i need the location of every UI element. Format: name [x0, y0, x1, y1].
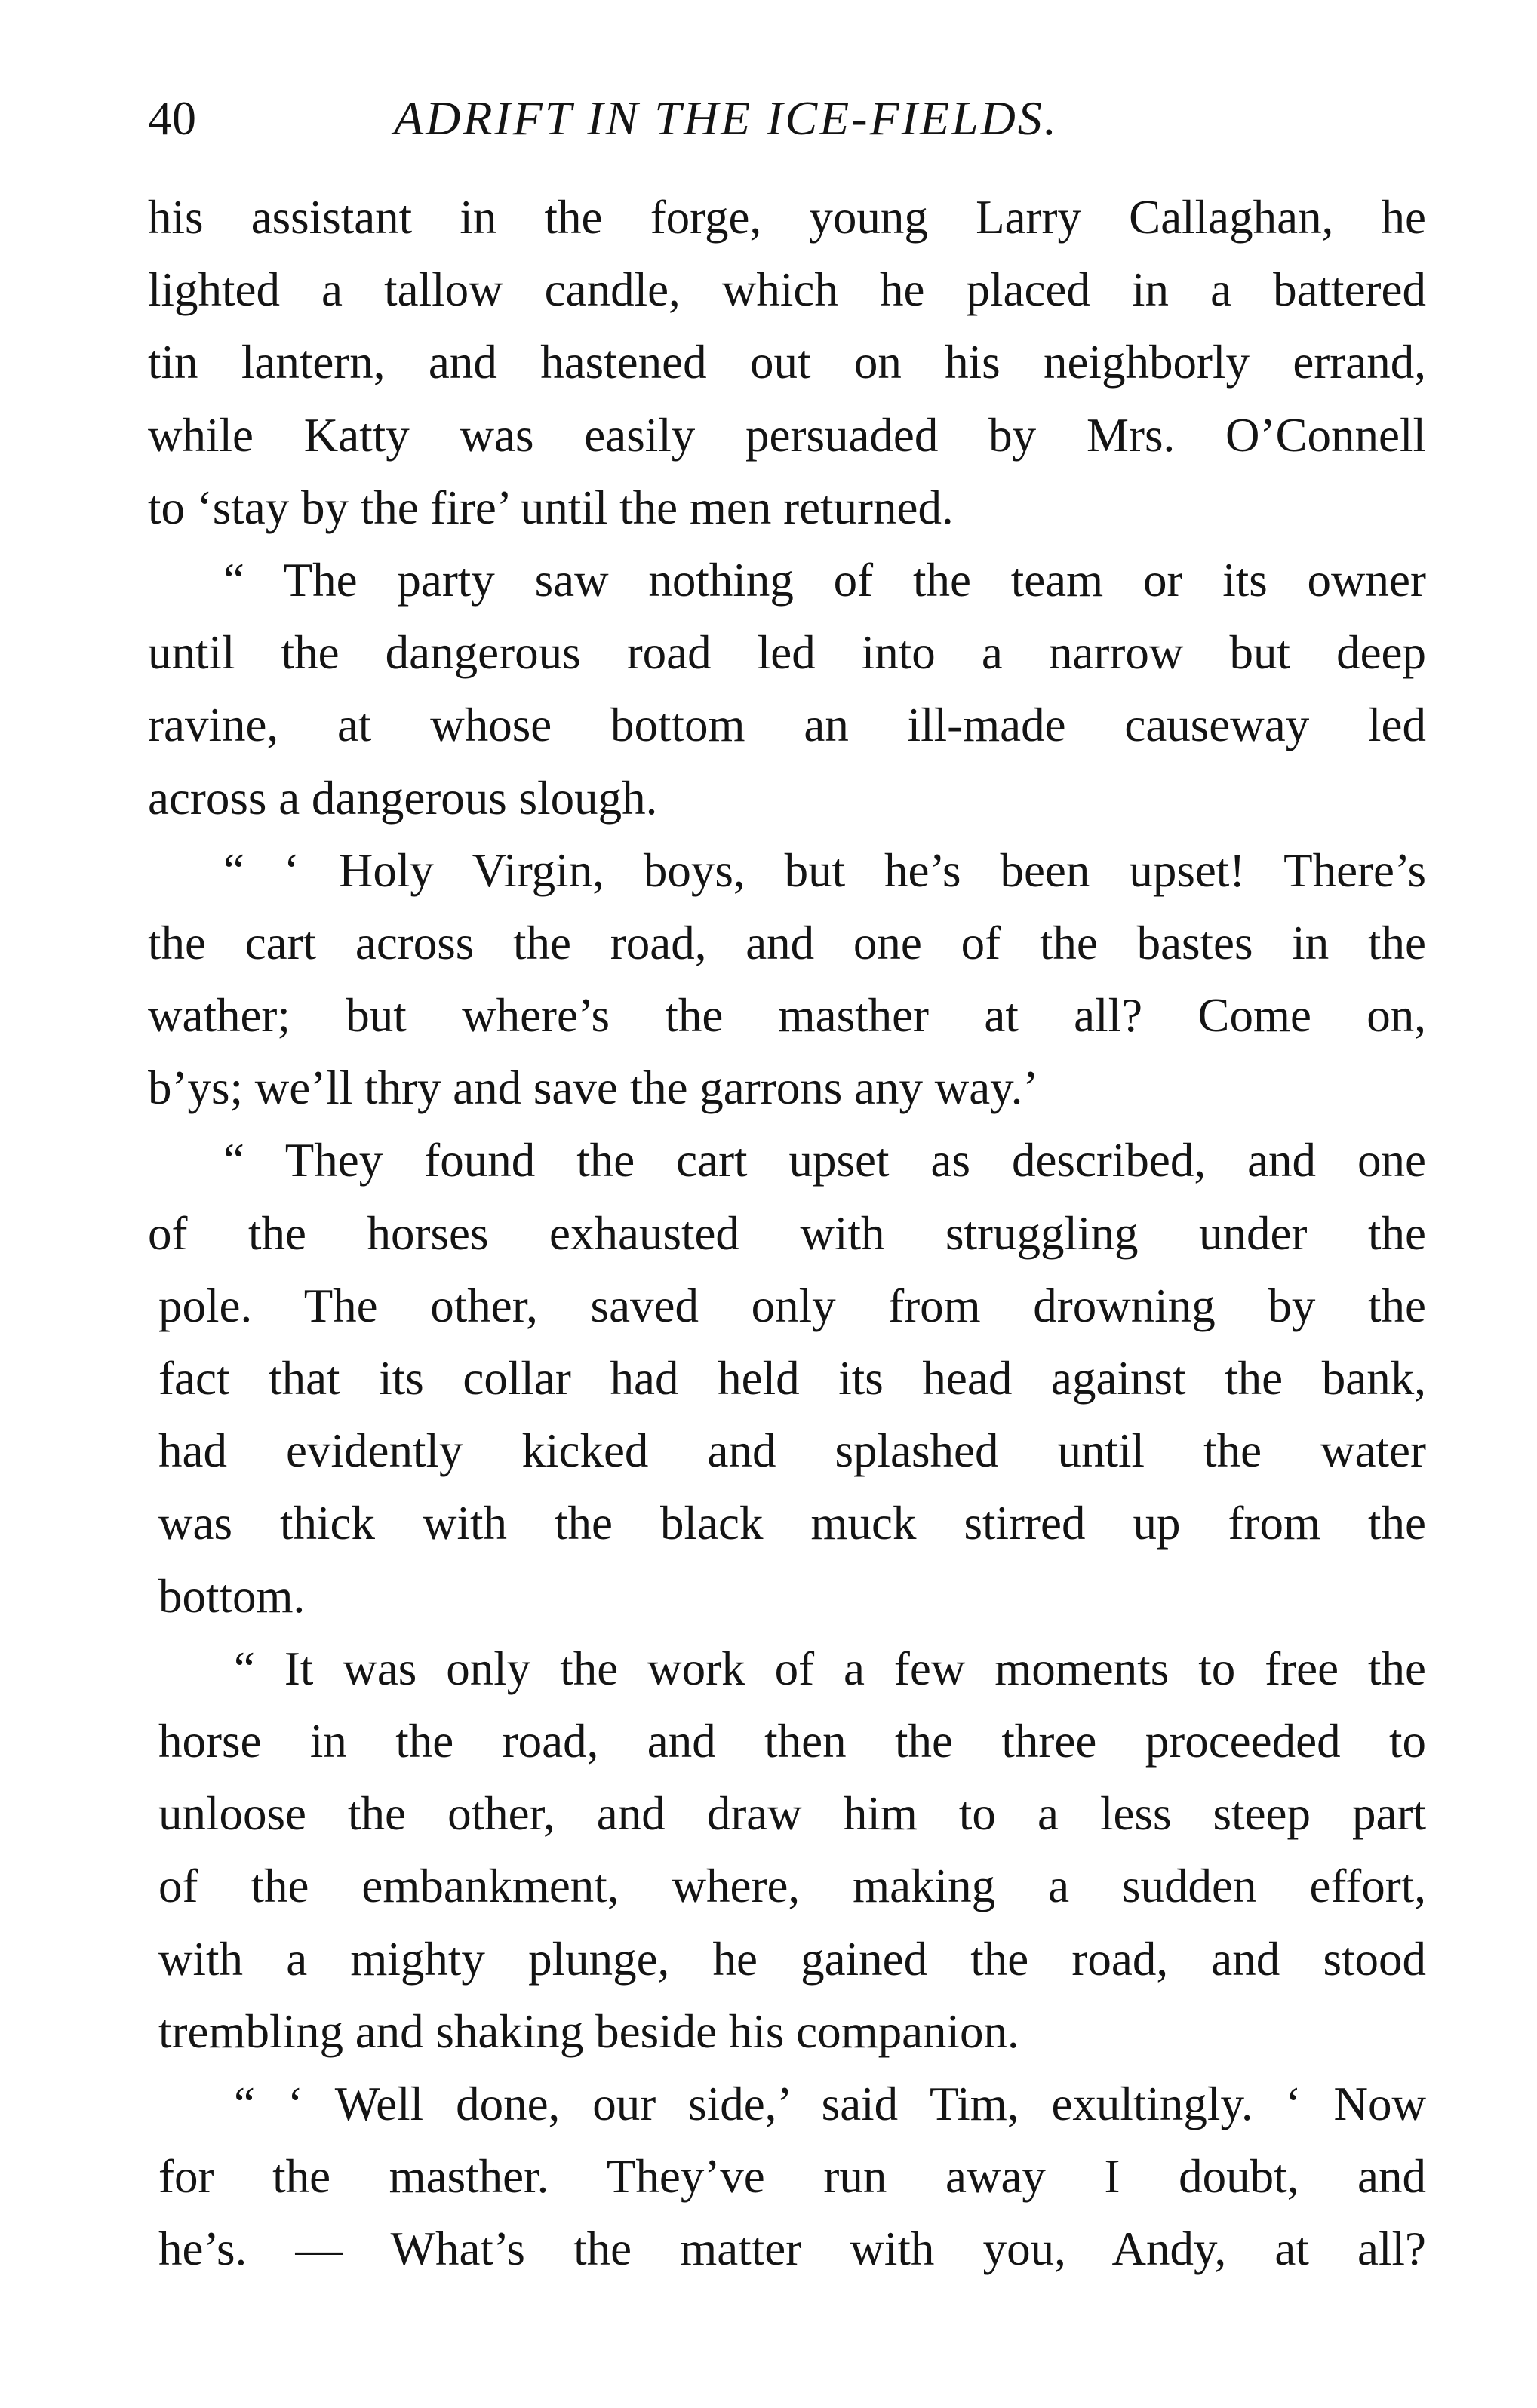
text-line: was thick with the black muck stirred up from the — [158, 1497, 1426, 1550]
text-line: he’s. — What’s the matter with you, Andy, at all? — [158, 2222, 1426, 2276]
text-line: to ‘stay by the fire’ until the men returned. — [148, 481, 954, 534]
text-line: until the dangerous road led into a narrow but deep — [148, 626, 1426, 680]
text-line: ravine, at whose bottom an ill-made causeway led — [148, 699, 1426, 752]
text-line: while Katty was easily persuaded by Mrs. O’Connell — [148, 408, 1426, 462]
text-line: “ They found the cart upset as described, and one — [223, 1134, 1426, 1187]
text-line: wather; but where’s the masther at all? Come on, — [148, 989, 1426, 1043]
text-line: unloose the other, and draw him to a less steep part — [158, 1787, 1426, 1841]
text-line: b’ys; we’ll thry and save the garrons any way.’ — [148, 1061, 1039, 1115]
text-line: horse in the road, and then the three proceeded to — [158, 1714, 1426, 1768]
text-line: of the horses exhausted with struggling under the — [148, 1206, 1426, 1260]
running-title: ADRIFT IN THE ICE-FIELDS. — [394, 91, 1059, 145]
text-line: tin lantern, and hastened out on his neighborly errand, — [148, 336, 1426, 389]
text-line: with a mighty plunge, he gained the road, and stood — [158, 1932, 1426, 1986]
text-line: the cart across the road, and one of the bastes in the — [148, 916, 1426, 969]
body-text — [148, 181, 1426, 2285]
text-line: for the masther. They’ve run away I doubt, and — [158, 2150, 1426, 2204]
text-line: of the embankment, where, making a sudden effort, — [158, 1860, 1426, 1913]
running-head — [148, 84, 1431, 152]
text-line: lighted a tallow candle, which he placed in a battered — [148, 263, 1426, 317]
text-line: trembling and shaking beside his companion. — [158, 2004, 1019, 2058]
text-line: bottom. — [158, 1569, 306, 1623]
text-line: “ It was only the work of a few moments to free the — [234, 1642, 1426, 1695]
text-line: his assistant in the forge, young Larry Callaghan, he — [148, 191, 1426, 244]
text-line: fact that its collar had held its head against the bank, — [158, 1352, 1426, 1405]
text-line: “ ‘ Holy Virgin, boys, but he’s been upset! There’s — [223, 843, 1426, 897]
text-line: had evidently kicked and splashed until the water — [158, 1424, 1426, 1478]
text-line: “ The party saw nothing of the team or its owner — [223, 553, 1426, 607]
page-number: 40 — [148, 91, 196, 145]
text-line: across a dangerous slough. — [148, 771, 658, 825]
text-line: pole. The other, saved only from drowning by the — [158, 1279, 1426, 1332]
text-line: “ ‘ Well done, our side,’ said Tim, exultingly. ‘ Now — [234, 2077, 1426, 2130]
